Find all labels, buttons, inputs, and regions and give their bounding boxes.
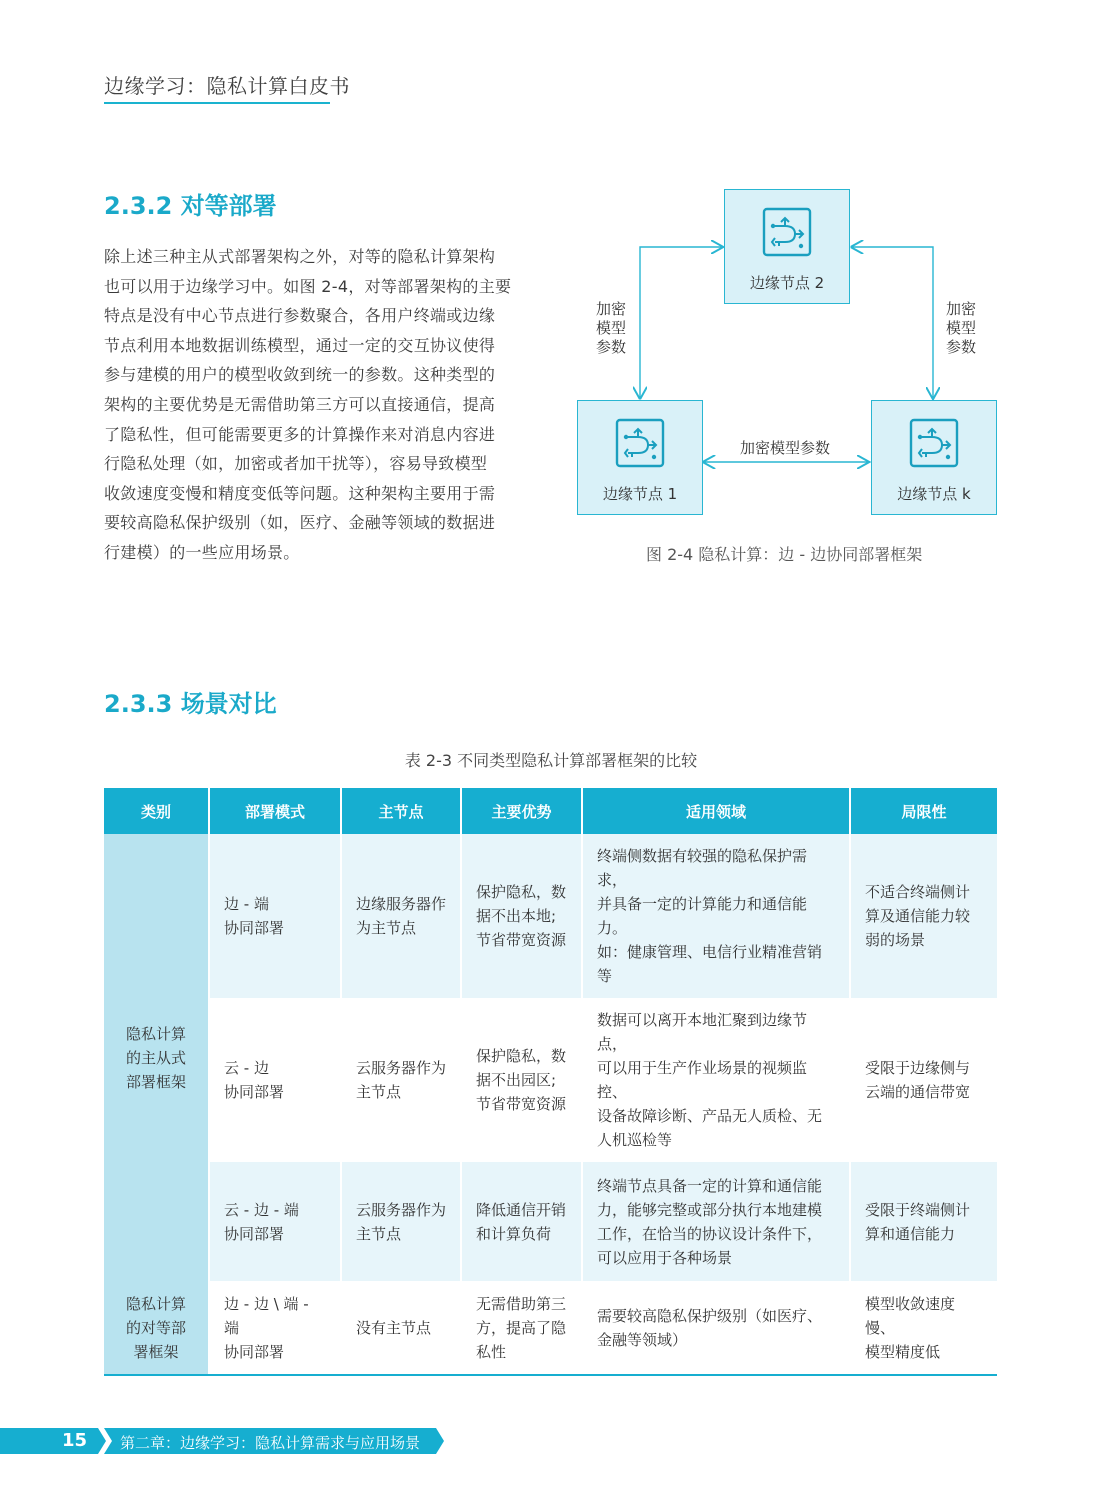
- para-line: 特点是没有中心节点进行参数聚合，各用户终端或边缘: [104, 306, 496, 326]
- node-label: 边缘节点 1: [602, 485, 678, 503]
- domain-cell: [582, 1162, 850, 1281]
- cell-line: 金融等领域）: [597, 1330, 688, 1349]
- cell-line: 据不出本地;: [476, 907, 557, 925]
- cell-line: 算及通信能力较: [865, 907, 971, 925]
- domain-cell: [582, 834, 850, 998]
- network-node-icon: [908, 417, 960, 469]
- cell-line: 主节点: [356, 1083, 402, 1101]
- limit-cell: [850, 834, 997, 998]
- cell-line: 方，提高了隐: [476, 1318, 567, 1337]
- section-heading-peer-deployment: 2.3.2 对等部署: [104, 192, 277, 220]
- section-heading-scenario-comparison: 2.3.3 场景对比: [104, 690, 277, 718]
- page-footer: [0, 1428, 450, 1454]
- cell-line: 终端侧数据有较强的隐私保护需求，: [597, 847, 808, 889]
- master-cell: [341, 834, 461, 998]
- cell-line: 协同部署: [224, 1224, 285, 1243]
- table-row: [104, 834, 997, 998]
- cell-line: 据不出园区;: [476, 1071, 557, 1089]
- limit-cell: [850, 998, 997, 1162]
- edge-label-right: [946, 300, 976, 357]
- column-header: 主要优势: [461, 788, 582, 834]
- cell-line: 终端节点具备一定的计算和通信能: [597, 1176, 823, 1195]
- edge-label-bottom: 加密模型参数: [740, 439, 831, 457]
- advantage-cell: [461, 834, 582, 998]
- domain-cell: [582, 1281, 850, 1375]
- page-number: 15: [62, 1430, 88, 1451]
- cell-line: 节省带宽资源: [476, 1095, 567, 1113]
- edge-label-line: 模型: [946, 319, 977, 337]
- cell-line: 受限于终端侧计: [865, 1200, 971, 1219]
- cell-line: 主节点: [356, 1224, 402, 1243]
- network-node-icon: [761, 206, 813, 258]
- edge-node-1: [577, 400, 703, 515]
- body-paragraph: [104, 242, 528, 568]
- column-header: 主节点: [341, 788, 461, 834]
- cell-line: 降低通信开销: [476, 1200, 567, 1219]
- table-header-row: [104, 788, 997, 834]
- cell-line: 模型收敛速度慢、: [865, 1294, 956, 1337]
- para-line: 收敛速度变慢和精度变低等问题。这种架构主要用于需: [104, 483, 496, 503]
- para-line: 参与建模的用户的模型收敛到统一的参数。这种类型的: [104, 365, 496, 385]
- para-line: 行隐私处理（如，加密或者加干扰等），容易导致模型: [104, 454, 488, 474]
- network-node-icon: [614, 417, 666, 469]
- cell-line: 模型精度低: [865, 1342, 941, 1361]
- cell-line: 没有主节点: [356, 1318, 432, 1337]
- mode-cell: [209, 1281, 341, 1375]
- edge-label-left: [596, 300, 626, 357]
- edge-node-2: [724, 189, 850, 304]
- edge-label-line: 参数: [946, 338, 977, 356]
- para-line: 要较高隐私保护级别（如，医疗、金融等领域的数据进: [104, 513, 496, 533]
- cell-line: 云 - 边 - 端: [224, 1200, 299, 1219]
- cell-line: 协同部署: [224, 1083, 285, 1101]
- cell-line: 如：健康管理、电信行业精准营销等: [597, 943, 823, 985]
- edge-label-line: 参数: [596, 338, 627, 356]
- master-cell: [341, 1281, 461, 1375]
- cell-line: 协同部署: [224, 1342, 285, 1361]
- advantage-cell: [461, 1281, 582, 1375]
- table-row: [104, 1281, 997, 1375]
- cell-line: 和计算负荷: [476, 1224, 552, 1243]
- header-rule: [104, 102, 330, 104]
- cell-line: 隐私计算: [125, 1294, 186, 1313]
- comparison-table: [104, 788, 997, 1376]
- mode-cell: [209, 834, 341, 998]
- cell-line: 为主节点: [356, 919, 417, 937]
- para-line: 除上述三种主从式部署架构之外，对等的隐私计算架构: [104, 247, 496, 266]
- node-label: 边缘节点 2: [749, 274, 825, 292]
- cell-line: 并具备一定的计算能力和通信能力。: [597, 895, 808, 937]
- figure-caption: 图 2-4 隐私计算：边 - 边协同部署框架: [646, 545, 923, 564]
- cell-line: 需要较高隐私保护级别（如医疗、: [597, 1306, 823, 1325]
- table-row: [104, 998, 997, 1162]
- edge-label-line: 加密: [946, 300, 977, 318]
- cell-line: 人机巡检等: [597, 1131, 673, 1149]
- cell-line: 云服务器作为: [356, 1059, 447, 1077]
- edge-label-line: 模型: [596, 319, 627, 337]
- cell-line: 可以应用于各种场景: [597, 1248, 733, 1267]
- advantage-cell: [461, 998, 582, 1162]
- para-line: 也可以用于边缘学习中。如图 2-4，对等部署架构的主要: [104, 276, 512, 296]
- cell-line: 力，能够完整或部分执行本地建模: [597, 1200, 823, 1219]
- cell-line: 协同部署: [224, 919, 285, 937]
- column-header: 适用领域: [582, 788, 850, 834]
- category-cell: [104, 1281, 209, 1375]
- cell-line: 受限于边缘侧与: [865, 1059, 971, 1077]
- edge-label-line: 加密: [596, 300, 627, 318]
- cell-line: 节省带宽资源: [476, 931, 567, 949]
- cell-line: 边 - 端: [224, 895, 269, 913]
- limit-cell: [850, 1281, 997, 1375]
- cell-line: 弱的场景: [865, 931, 926, 949]
- para-line: 行建模）的一些应用场景。: [104, 542, 300, 562]
- cell-line: 的主从式: [125, 1048, 186, 1067]
- cell-line: 保护隐私，数: [476, 883, 567, 901]
- column-header: 类别: [104, 788, 209, 834]
- edge-node-k: [871, 400, 997, 515]
- running-header: 边缘学习：隐私计算白皮书: [104, 74, 350, 98]
- cell-line: 署框架: [133, 1342, 179, 1361]
- para-line: 架构的主要优势是无需借助第三方可以直接通信，提高: [104, 394, 496, 414]
- para-line: 节点利用本地数据训练模型，通过一定的交互协议使得: [104, 335, 496, 355]
- cell-line: 设备故障诊断、产品无人质检、无: [597, 1107, 823, 1125]
- cell-line: 隐私计算: [125, 1024, 186, 1043]
- cell-line: 算和通信能力: [865, 1224, 956, 1243]
- master-cell: [341, 1162, 461, 1281]
- advantage-cell: [461, 1162, 582, 1281]
- master-cell: [341, 998, 461, 1162]
- para-line: 了隐私性，但可能需要更多的计算操作来对消息内容进: [104, 424, 496, 444]
- limit-cell: [850, 1162, 997, 1281]
- category-cell: [104, 834, 209, 1281]
- cell-line: 边 - 边 \ 端 - 端: [224, 1294, 309, 1337]
- cell-line: 无需借助第三: [476, 1294, 567, 1313]
- cell-line: 边缘服务器作: [356, 895, 447, 913]
- cell-line: 云服务器作为: [356, 1200, 447, 1219]
- cell-line: 的对等部: [125, 1318, 186, 1337]
- peer-deployment-diagram: [570, 180, 1010, 530]
- column-header: 局限性: [850, 788, 997, 834]
- mode-cell: [209, 998, 341, 1162]
- cell-line: 部署框架: [125, 1072, 186, 1091]
- cell-line: 可以用于生产作业场景的视频监控、: [597, 1059, 808, 1101]
- cell-line: 云 - 边: [224, 1059, 269, 1077]
- table-row: [104, 1162, 997, 1281]
- table-caption: 表 2-3 不同类型隐私计算部署框架的比较: [404, 751, 698, 770]
- chapter-title: 第二章：边缘学习：隐私计算需求与应用场景: [120, 1434, 421, 1452]
- cell-line: 工作，在恰当的协议设计条件下，: [597, 1224, 823, 1243]
- cell-line: 数据可以离开本地汇聚到边缘节点，: [597, 1011, 808, 1053]
- cell-line: 私性: [476, 1342, 507, 1361]
- node-label: 边缘节点 k: [897, 485, 971, 503]
- cell-line: 云端的通信带宽: [865, 1083, 971, 1101]
- cell-line: 不适合终端侧计: [865, 883, 971, 901]
- mode-cell: [209, 1162, 341, 1281]
- column-header: 部署模式: [209, 788, 341, 834]
- domain-cell: [582, 998, 850, 1162]
- cell-line: 保护隐私，数: [476, 1047, 567, 1065]
